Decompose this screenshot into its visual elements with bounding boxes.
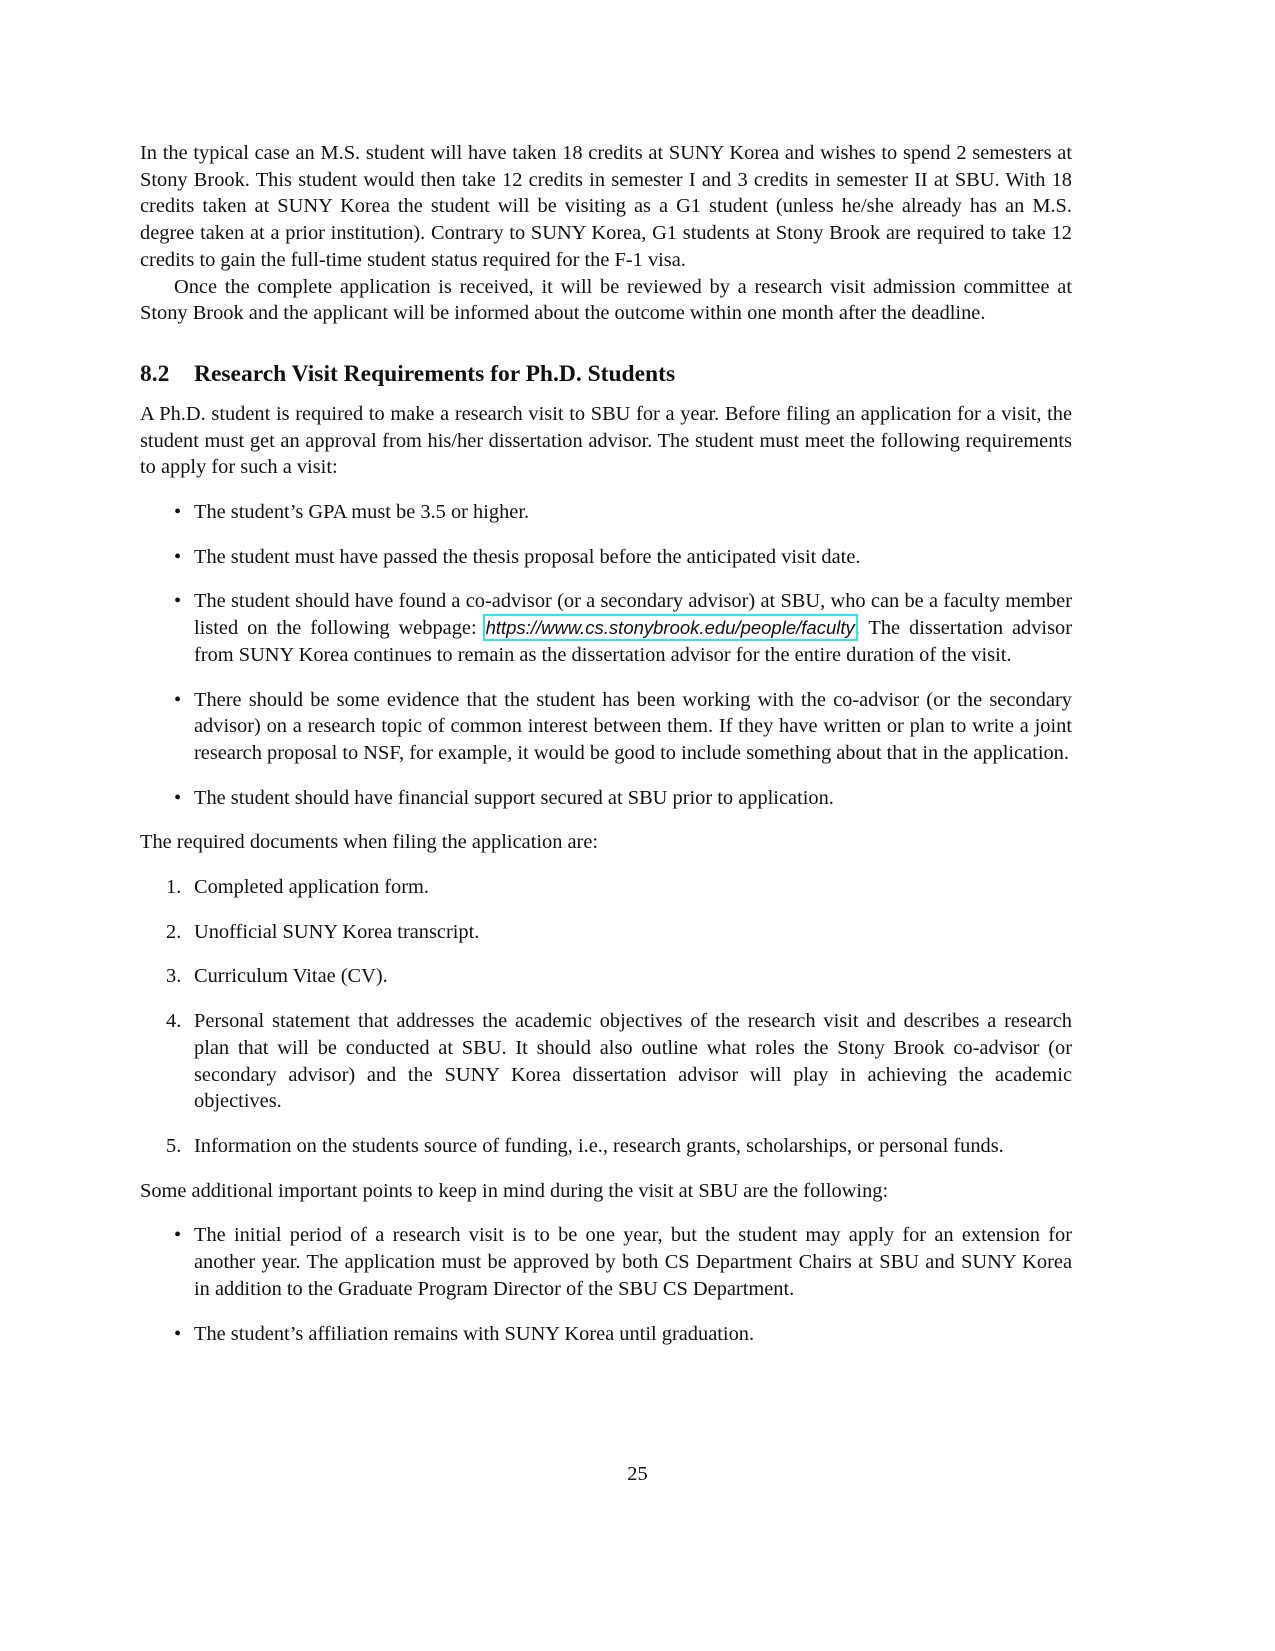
list-item: • The student should have financial support secured at SBU prior to application.: [140, 785, 1072, 812]
list-item: • There should be some evidence that the student has been working with the co-advisor (or the secondary advisor) on a research topic of common interest between them. If they have written or plan to write a joint research proposal to NSF, for example, it would be good to include something about that in the application.: [174, 688, 1072, 764]
list-item: • The student’s GPA must be 3.5 or higher.: [140, 499, 1072, 526]
section-intro: A Ph.D. student is required to make a research visit to SBU for a year. Before filing an application for a visit, the student must get an approval from his/her dissertation advisor. The student must meet the following requirements to apply for such a visit:: [140, 402, 1072, 479]
list-item: • The student should have found a co-advisor (or a secondary advisor) at SBU, who can be a faculty member listed on the following webpage: https://www.cs.stonybrook.edu/people/faculty. The dissertation advisor from SUNY Korea continues to remain as the dissertation advisor for the entire duration of the visit.: [174, 590, 1072, 666]
list-item: 2. Unofficial SUNY Korea transcript.: [166, 920, 480, 943]
page-body: [140, 140, 1072, 1347]
paragraph-review: Once the complete application is received, it will be reviewed by a research visit admission committee at Stony Brook and the applicant will be informed about the outcome within one month after the deadline.: [140, 275, 1072, 325]
documents-list: [140, 874, 1072, 1160]
paragraph-intro: In the typical case an M.S. student will have taken 18 credits at SUNY Korea and wishes to spend 2 semesters at Stony Brook. This student would then take 12 credits in semester I and 3 credits in semester II at SBU. With 18 credits taken at SUNY Korea the student will be visiting as a G1 student (unless he/she already has an M.S. degree taken at a prior institution). Contrary to SUNY Korea, G1 students at Stony Brook are required to take 12 credits to gain the full-time student status required for the F-1 visa.: [140, 142, 1072, 271]
documents-intro: The required documents when filing the application are:: [140, 831, 599, 854]
list-item: • The student must have passed the thesis proposal before the anticipated visit date.: [140, 544, 1072, 571]
list-item: • The student’s affiliation remains with SUNY Korea until graduation.: [140, 1321, 1072, 1348]
page-number: 25: [627, 1463, 648, 1485]
bullet-icon: •: [174, 501, 182, 524]
list-item: • The initial period of a research visit is to be one year, but the student may apply for an extension for another year. The application must be approved by both CS Department Chairs at SBU and SUNY Korea in addition to the Graduate Program Director of the SBU CS Department.: [174, 1224, 1072, 1300]
bullet-icon: •: [174, 688, 182, 711]
bullet-icon: •: [174, 545, 182, 568]
requirements-list: [140, 499, 1072, 811]
faculty-webpage-link[interactable]: https://www.cs.stonybrook.edu/people/faculty: [485, 617, 855, 639]
section-title: Research Visit Requirements for Ph.D. Students: [194, 360, 676, 387]
section-number: 8.2: [140, 360, 170, 387]
list-item: 5. Information on the students source of funding, i.e., research grants, scholarships, or personal funds.: [166, 1134, 1004, 1157]
section-heading: [140, 360, 1072, 388]
bullet-icon: •: [174, 1224, 182, 1247]
bullet-icon: •: [174, 1322, 182, 1345]
bullet-icon: •: [174, 590, 182, 613]
list-item: 4. Personal statement that addresses the academic objectives of the research visit and describes a research plan that will be conducted at SBU. It should also outline what roles the Stony Brook co-advisor (or secondary advisor) and the SUNY Korea dissertation advisor will play in achieving the academic objectives.: [166, 1010, 1072, 1113]
list-item: 1. Completed application form.: [166, 876, 430, 899]
bullet-icon: •: [174, 786, 182, 809]
points-list: [140, 1222, 1072, 1347]
list-item: 3. Curriculum Vitae (CV).: [166, 965, 388, 988]
points-intro: Some additional important points to keep in mind during the visit at SBU are the following:: [140, 1179, 889, 1202]
